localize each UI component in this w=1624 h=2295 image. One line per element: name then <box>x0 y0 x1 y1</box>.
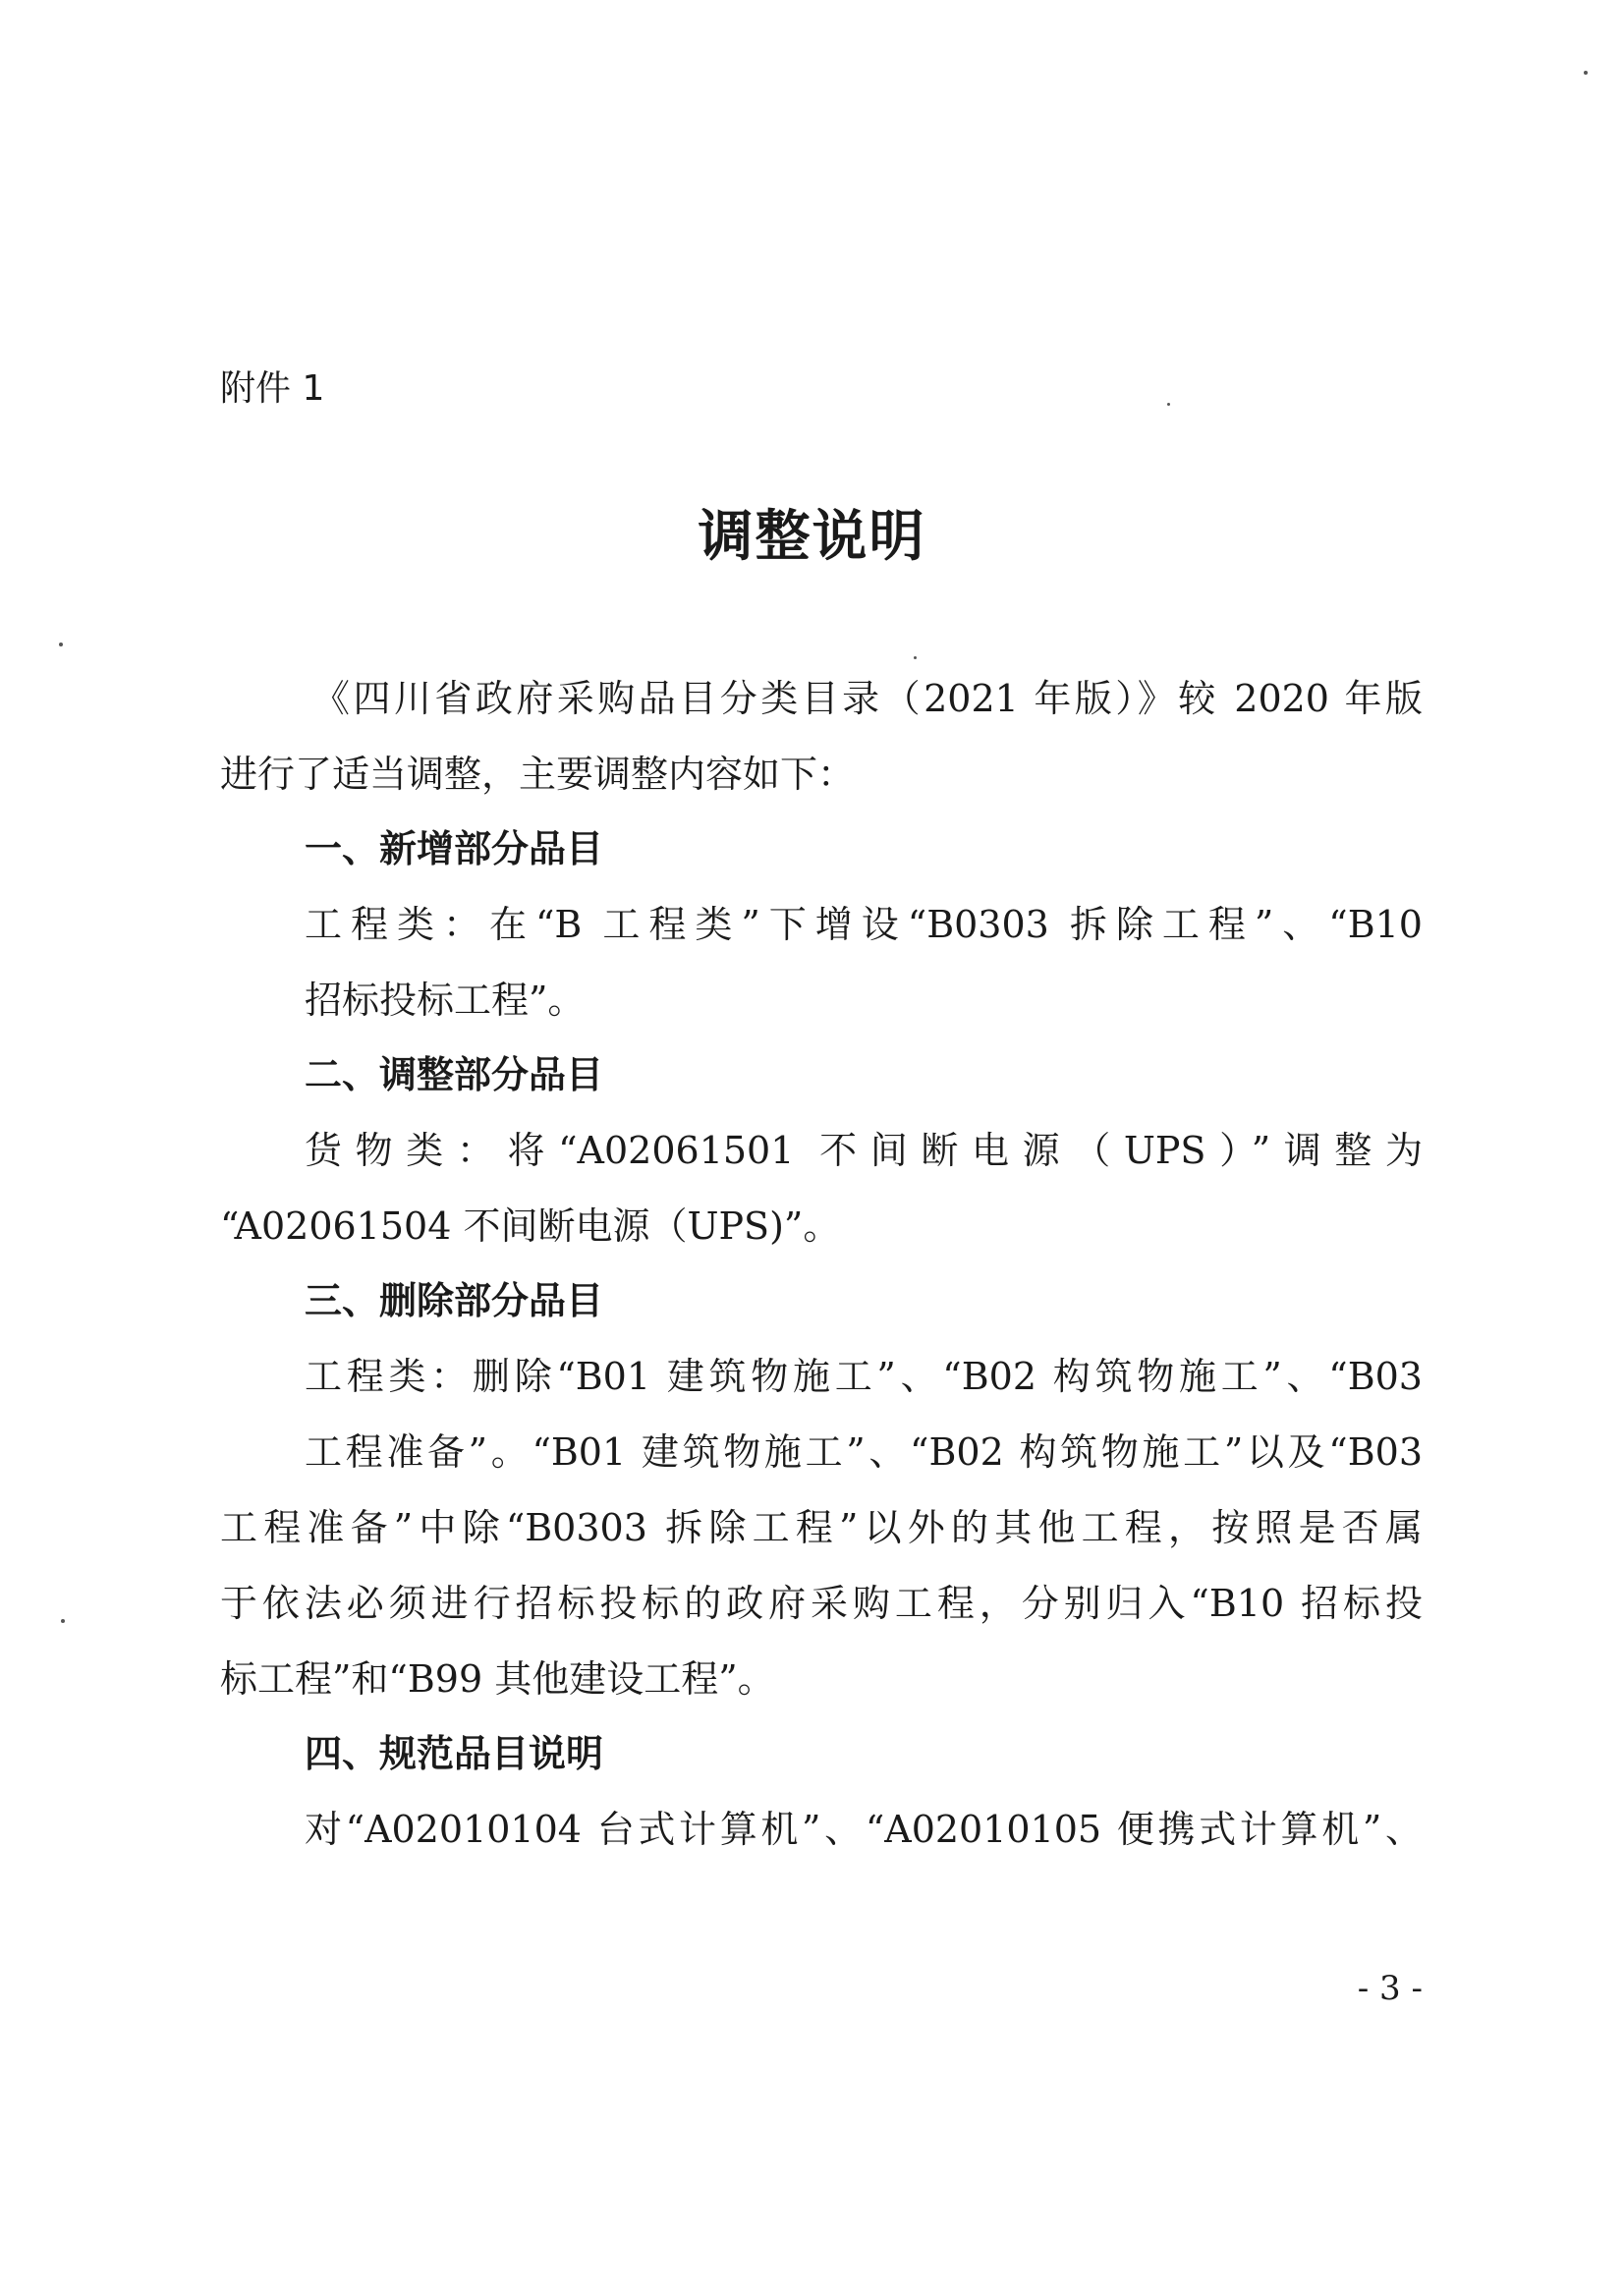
scan-speck <box>1584 71 1588 75</box>
section-3-line-4: 于依法必须进行招标投标的政府采购工程，分别归入“B10 招标投 <box>220 1582 1423 1625</box>
section-3-line-2: 工程准备”。“B01 建筑物施工”、“B02 构筑物施工”以及“B03 <box>305 1430 1423 1474</box>
section-1-line-2: 招标投标工程”。 <box>305 979 586 1022</box>
section-heading-adjusted-items: 二、调整部分品目 <box>305 1053 604 1096</box>
attachment-label: 附件 1 <box>220 368 325 409</box>
section-3-line-5: 标工程”和“B99 其他建设工程”。 <box>220 1657 775 1701</box>
section-heading-deleted-items: 三、删除部分品目 <box>305 1279 604 1322</box>
section-3-line-1: 工程类：删除“B01 建筑物施工”、“B02 构筑物施工”、“B03 <box>305 1355 1423 1398</box>
section-1-line-1: 工程类：在“B 工程类”下增设“B0303 拆除工程”、“B10 <box>305 903 1423 946</box>
scan-speck <box>1167 403 1170 406</box>
section-heading-standardized-items: 四、规范品目说明 <box>305 1732 604 1775</box>
section-4-line-1: 对“A02010104 台式计算机”、“A02010105 便携式计算机”、 <box>305 1808 1423 1851</box>
section-2-line-2: “A02061504 不间断电源（UPS)”。 <box>220 1204 841 1248</box>
scan-speck <box>59 643 63 646</box>
section-2-line-1: 货物类：将“A02061501 不间断电源（UPS）”调整为 <box>305 1129 1423 1172</box>
page-title: 调整说明 <box>698 505 926 569</box>
section-heading-new-items: 一、新增部分品目 <box>305 827 604 870</box>
intro-line-1: 《四川省政府采购品目分类目录（2021 年版）》较 2020 年版 <box>312 677 1423 720</box>
page-number: - 3 - <box>1357 1969 1423 2008</box>
intro-line-2: 进行了适当调整，主要调整内容如下： <box>220 753 856 796</box>
section-3-line-3: 工程准备”中除“B0303 拆除工程”以外的其他工程，按照是否属 <box>220 1506 1423 1549</box>
scan-speck <box>914 656 917 659</box>
scan-speck <box>61 1619 65 1623</box>
